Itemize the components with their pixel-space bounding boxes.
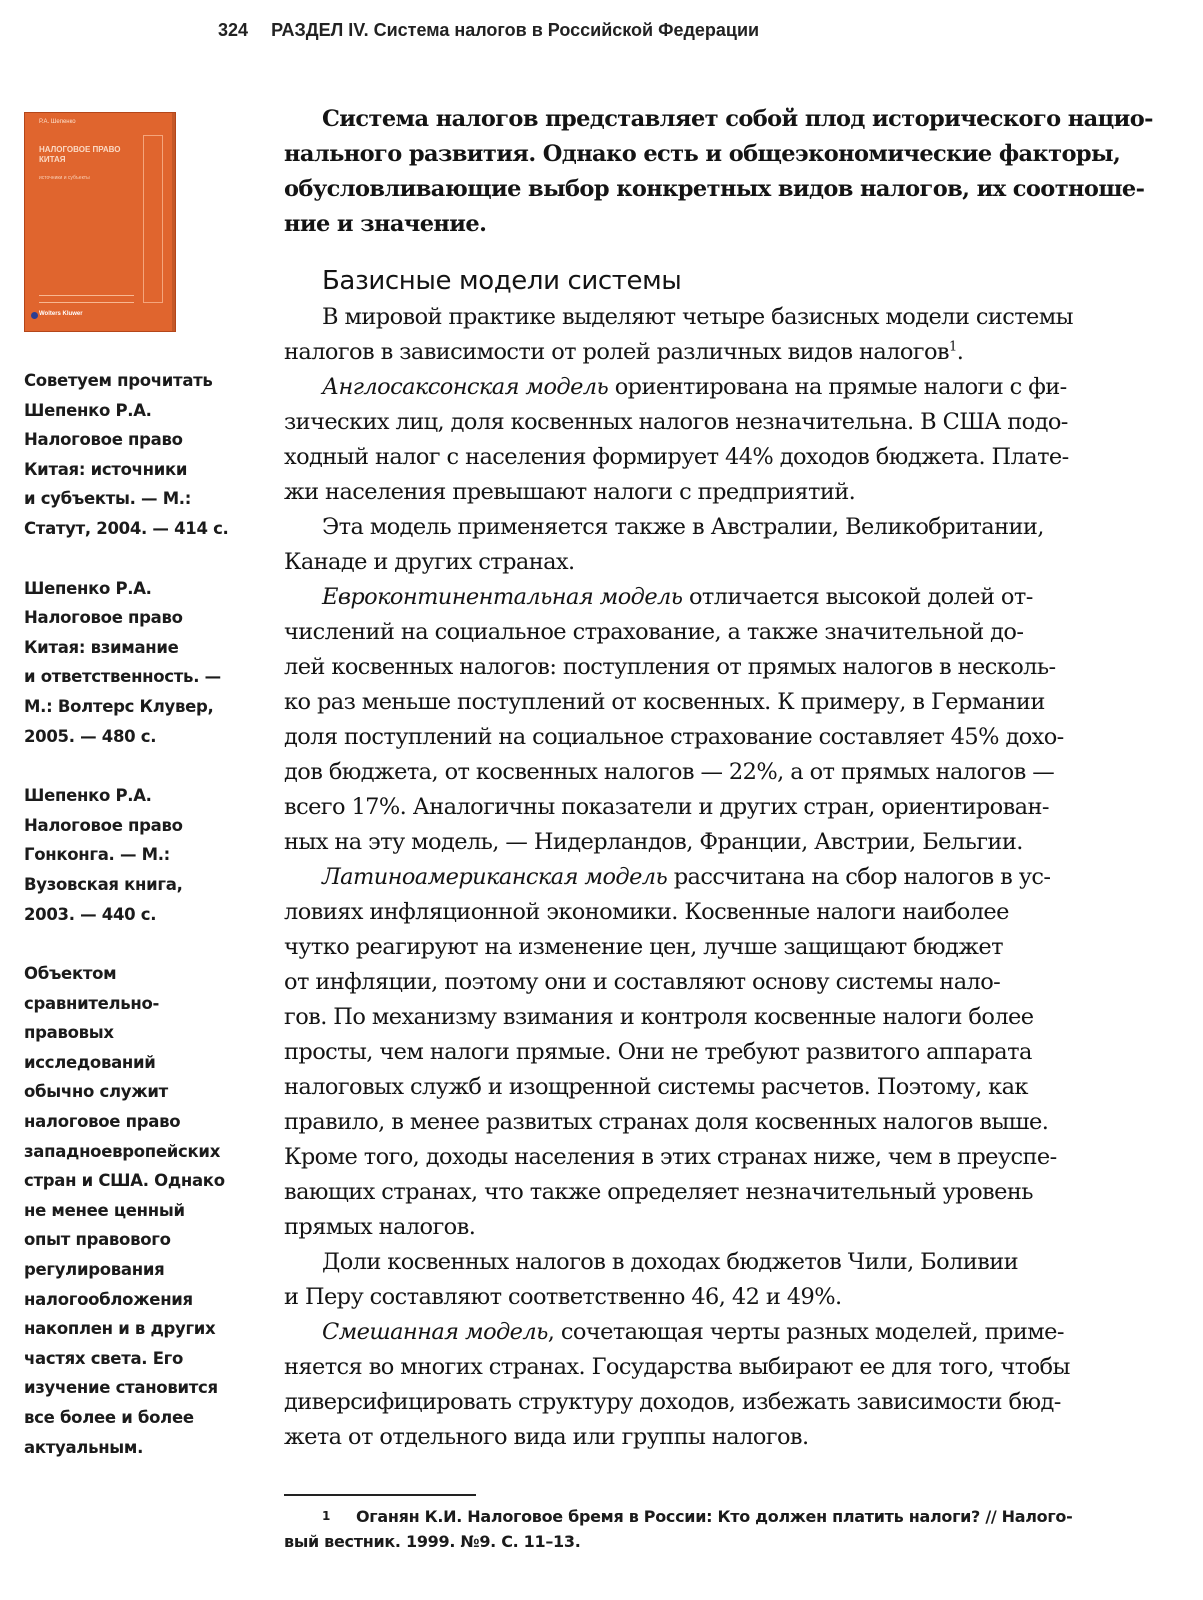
footnote-mark: 1 [322, 1509, 331, 1523]
sidebar-line: правовых [24, 1023, 114, 1043]
cover-title: НАЛОГОВОЕ ПРАВО КИТАЯ [39, 145, 121, 164]
text-line: Система налогов представляет собой плод исторического нацио- [322, 106, 1153, 132]
section-heading: Базисные модели системы [322, 266, 682, 296]
text-line: от инфляции, поэтому они и составляют основу системы нало- [284, 969, 1001, 995]
sidebar-line: актуальным. [24, 1437, 144, 1457]
cover-publisher: Wolters Kluwer [39, 311, 83, 317]
text-line: доля поступлений на социальное страхование составляет 45% дохо- [284, 724, 1064, 750]
sidebar-line: частях света. Его [24, 1348, 184, 1368]
footnote-line: 1 Оганян К.И. Налоговое бремя в России: Кто должен платить налоги? // Налого- [284, 1504, 1114, 1529]
book-cover-image [24, 112, 176, 332]
sidebar-line: налогообложения [24, 1289, 193, 1309]
text-line: налоговых служб и изощренной системы расчетов. Поэтому, как [284, 1074, 1028, 1100]
paragraph-mixed [284, 1315, 1114, 1455]
term-latin-american: Латиноамериканская модель [322, 864, 668, 890]
text-line: Евроконтинентальная модель отличается высокой долей от- [322, 584, 1033, 610]
text-line: просты, чем налоги прямые. Они не требуют развитого аппарата [284, 1039, 1032, 1065]
text-line: чутко реагируют на изменение цен, лучше защищают бюджет [284, 934, 1003, 960]
text-line: обусловливающие выбор конкретных видов налогов, их соотноше- [284, 176, 1145, 202]
text-line: нального развития. Однако есть и общеэкономические факторы, [284, 141, 1121, 167]
sidebar-line: 2005. — 480 с. [24, 726, 157, 746]
sidebar-book-3 [24, 781, 244, 929]
text-line: жета от отдельного вида или группы налогов. [284, 1424, 809, 1450]
text-line: вающих странах, что также определяет незначительный уровень [284, 1179, 1033, 1205]
text-line: зических лиц, доля косвенных налогов незначительна. В США подо- [284, 409, 1068, 435]
text-line: Смешанная модель, сочетающая черты разных моделей, приме- [322, 1319, 1064, 1345]
sidebar-line: М.: Волтерс Клувер, [24, 696, 214, 716]
text-line: жи населения превышают налоги с предприятий. [284, 479, 856, 505]
running-head [218, 20, 1118, 50]
footnote-ref: 1 [949, 339, 957, 355]
sidebar-line: налоговое право [24, 1112, 181, 1132]
sidebar-line: Китая: источники [24, 459, 188, 479]
sidebar-line: обычно служит [24, 1082, 168, 1102]
sidebar-line: западноевропейских [24, 1141, 221, 1161]
sidebar-note [24, 959, 244, 1462]
sidebar-line: Объектом [24, 964, 117, 984]
paragraph-latin-american [284, 860, 1114, 1245]
text-line: ко раз меньше поступлений от косвенных. К примеру, в Германии [284, 689, 1045, 715]
sidebar-line: и ответственность. — [24, 667, 221, 687]
text-line: числений на социальное страхование, а также значительной до- [284, 619, 1024, 645]
section-title: РАЗДЕЛ IV. Система налогов в Российской Федерации [271, 20, 760, 40]
paragraph-euro-continental [284, 580, 1114, 860]
paragraph-anglo-saxon [284, 370, 1114, 510]
publisher-logo-icon [31, 312, 38, 319]
intro-paragraph [284, 102, 1153, 242]
text-line: Кроме того, доходы населения в этих странах ниже, чем в преуспе- [284, 1144, 1057, 1170]
text-line: лей косвенных налогов: поступления от прямых налогов в несколь- [284, 654, 1056, 680]
text-line: Эта модель применяется также в Австралии, Великобритании, [322, 514, 1044, 540]
text-line: ловиях инфляционной экономики. Косвенные налоги наиболее [284, 899, 1009, 925]
text-line: дов бюджета, от косвенных налогов — 22%, а от прямых налогов — [284, 759, 1055, 785]
term-euro-continental: Евроконтинентальная модель [322, 584, 683, 610]
text-line: гов. По механизму взимания и контроля косвенные налоги более [284, 1004, 1034, 1030]
footnote-line: вый вестник. 1999. №9. С. 11–13. [284, 1532, 581, 1551]
sidebar-line: не менее ценный [24, 1200, 185, 1220]
sidebar-line: Статут, 2004. — 414 с. [24, 518, 229, 538]
paragraph-anglo-countries [284, 510, 1114, 580]
text-line: няется во многих странах. Государства выбирают ее для того, чтобы [284, 1354, 1070, 1380]
cover-author: Р.А. Шепенко [39, 119, 76, 125]
sidebar-line: регулирования [24, 1260, 165, 1280]
text-line: Канаде и других странах. [284, 549, 575, 575]
paragraph-latin-shares [284, 1245, 1114, 1315]
text-line: ных на эту модель, — Нидерландов, Франции, Австрии, Бельгии. [284, 829, 1023, 855]
text-line: диверсифицировать структуру доходов, избежать зависимости бюд- [284, 1389, 1061, 1415]
sidebar [24, 366, 244, 1492]
sidebar-line: Шепенко Р.А. [24, 786, 152, 806]
text-line: прямых налогов. [284, 1214, 476, 1240]
sidebar-line: опыт правового [24, 1230, 171, 1250]
cover-decoration [143, 135, 163, 303]
sidebar-line: сравнительно- [24, 993, 160, 1013]
cover-subtitle: источники и субъекты [39, 175, 90, 181]
sidebar-line: изучение становится [24, 1378, 218, 1398]
text-line: Англосаксонская модель ориентирована на прямые налоги с фи- [322, 374, 1067, 400]
text-line: ходный налог с населения формирует 44% доходов бюджета. Плате- [284, 444, 1069, 470]
text-line: правило, в менее развитых странах доля косвенных налогов выше. [284, 1109, 1049, 1135]
term-mixed: Смешанная модель [322, 1319, 548, 1345]
text-line: Доли косвенных налогов в доходах бюджетов Чили, Боливии [322, 1249, 1019, 1275]
sidebar-line: Шепенко Р.А. [24, 400, 152, 420]
sidebar-book-2 [24, 574, 244, 752]
page-number: 324 [218, 20, 249, 40]
paragraph-intro-models [284, 300, 1114, 370]
sidebar-line: Налоговое право [24, 608, 183, 628]
sidebar-line: стран и США. Однако [24, 1171, 225, 1191]
sidebar-line: Вузовская книга, [24, 874, 183, 894]
sidebar-line: Налоговое право [24, 815, 183, 835]
sidebar-line: и субъекты. — М.: [24, 489, 192, 509]
text-line: ние и значение. [284, 211, 487, 237]
text-line: налогов в зависимости от ролей различных видов налогов$^1$. [284, 339, 964, 365]
cover-rule [39, 295, 134, 303]
main-text [284, 102, 1153, 1455]
sidebar-line: Шепенко Р.А. [24, 578, 152, 598]
sidebar-line: Гонконга. — М.: [24, 845, 170, 865]
term-anglo-saxon: Англосаксонская модель [322, 374, 609, 400]
text-line: Латиноамериканская модель рассчитана на сбор налогов в ус- [322, 864, 1051, 890]
sidebar-line: Китая: взимание [24, 637, 179, 657]
sidebar-recommend [24, 366, 244, 544]
text-line: и Перу составляют соответственно 46, 42 и 49%. [284, 1284, 842, 1310]
sidebar-line: Налоговое право [24, 430, 183, 450]
footnote-divider [284, 1494, 476, 1496]
sidebar-line: Советуем прочитать [24, 371, 213, 390]
sidebar-line: исследований [24, 1052, 156, 1072]
text-line: В мировой практике выделяют четыре базисных модели системы [322, 304, 1073, 330]
sidebar-line: все более и более [24, 1408, 194, 1427]
text-line: всего 17%. Аналогичны показатели и других стран, ориентирован- [284, 794, 1049, 820]
sidebar-line: накоплен и в других [24, 1319, 216, 1339]
footnote [284, 1504, 1114, 1554]
sidebar-line: 2003. — 440 с. [24, 904, 157, 924]
